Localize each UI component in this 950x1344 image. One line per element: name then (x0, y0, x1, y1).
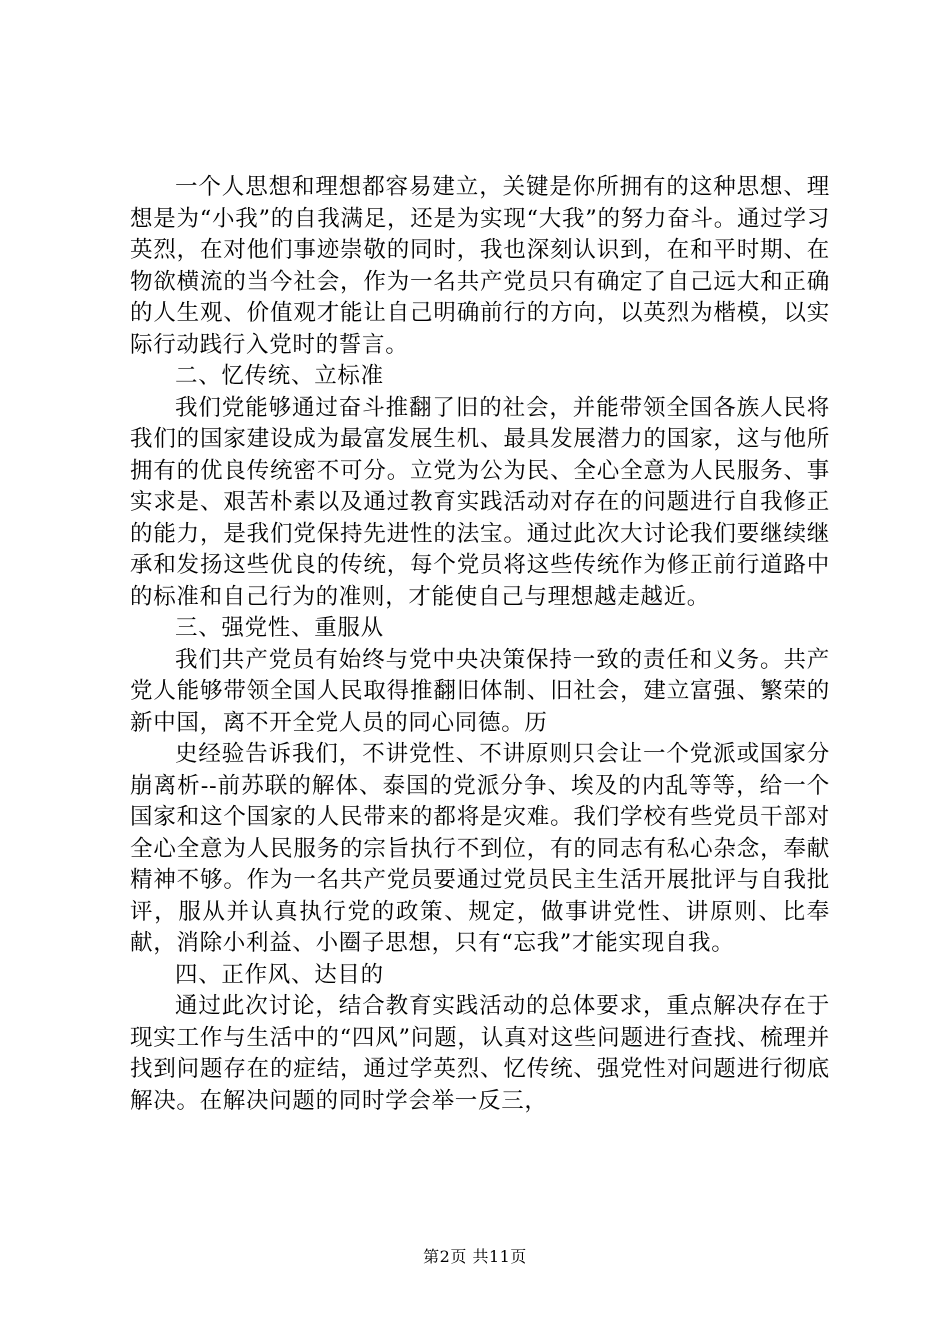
paragraph-ideals: 一个人思想和理想都容易建立，关键是你所拥有的这种思想、理想是为“小我”的自我满足，还是为实现“大我”的努力奋斗。通过学习英烈，在对他们事迹崇敬的同时，我也深刻认识到，在和平时期、在物欲横流的当今社会，作为一名共产党员只有确定了自己远大和正确的人生观、价值观才能让自己明确前行的方向，以英烈为楷模，以实际行动践行入党时的誓言。 (130, 174, 830, 358)
section-heading-work-style: 四、正作风、达目的 (175, 961, 384, 988)
paragraph-work-style: 通过此次讨论，结合教育实践活动的总体要求，重点解决存在于现实工作与生活中的“四风”问题，认真对这些问题进行查找、梳理并找到问题存在的症结，通过学英烈、忆传统、强党性对问题进行彻底解决。在解决问题的同时学会举一反三， (130, 993, 830, 1114)
document-body (130, 172, 830, 1117)
section-heading-party-spirit: 三、强党性、重服从 (175, 615, 384, 641)
paragraph-tradition: 我们党能够通过奋斗推翻了旧的社会，并能带领全国各族人民将我们的国家建设成为最富发展生机、最具发展潜力的国家，这与他所拥有的优良传统密不可分。立党为公为民、全心全意为人民服务、事实求是、艰苦朴素以及通过教育实践活动对存在的问题进行自我修正的能力，是我们党保持先进性的法宝。通过此次大讨论我们要继续继承和发扬这些优良的传统，每个党员将这些传统作为修正前行道路中的标准和自己行为的准则，才能使自己与理想越走越近。 (130, 394, 830, 610)
section-heading-tradition: 二、忆传统、立标准 (175, 363, 384, 389)
page-number-footer: 第2页 共11页 (423, 1247, 527, 1266)
paragraph-party-spirit: 我们共产党员有始终与党中央决策保持一致的责任和义务。共产党人能够带领全国人民取得推翻旧体制、旧社会，建立富强、繁荣的新中国，离不开全党人员的同心同德。历 (130, 646, 830, 736)
paragraph-history-lessons: 史经验告诉我们，不讲党性、不讲原则只会让一个党派或国家分崩离析--前苏联的解体、泰国的党派分争、埃及的内乱等等，给一个国家和这个国家的人民带来的都将是灾难。我们学校有些党员干部对全心全意为人民服务的宗旨执行不到位，有的同志有私心杂念，奉献精神不够。作为一名共产党员要通过党员民主生活开展批评与自我批评，服从并认真执行党的政策、规定，做事讲党性、讲原则、比奉献，消除小利益、小圈子思想，只有“忘我”才能实现自我。 (130, 741, 830, 956)
